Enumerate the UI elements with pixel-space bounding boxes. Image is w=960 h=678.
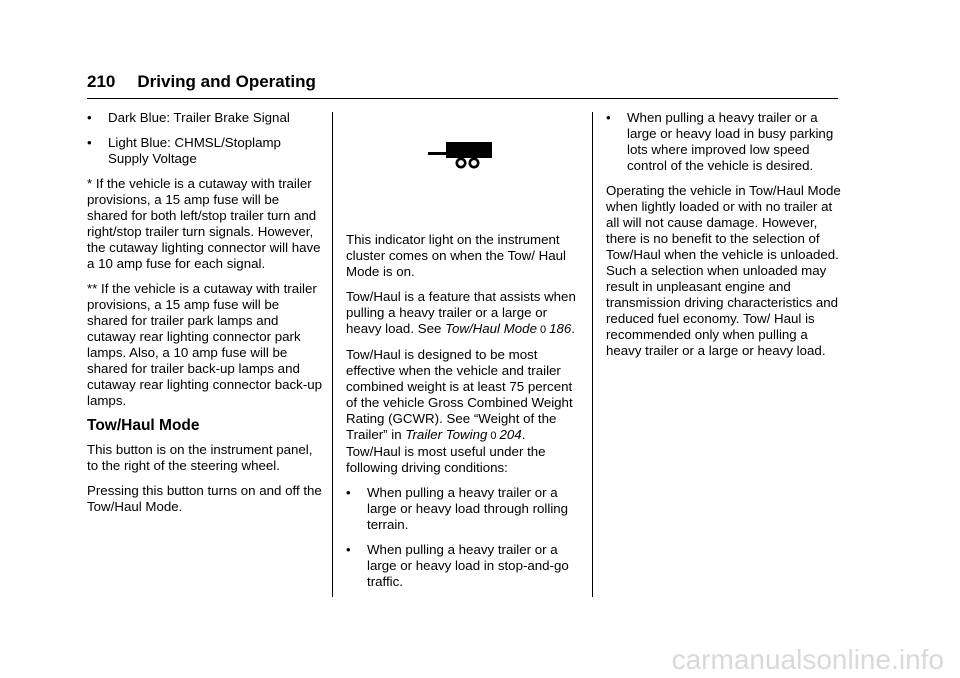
bullet-marker: • xyxy=(87,110,92,125)
paragraph xyxy=(346,347,582,476)
list-item xyxy=(87,135,323,167)
page-number: 210 xyxy=(87,72,116,91)
list-item-text: Dark Blue: Trailer Brake Signal xyxy=(108,110,290,125)
list-item-text: When pulling a heavy trailer or a large or heavy load in stop-and-go traffic. xyxy=(367,542,569,589)
paragraph: This button is on the instrument panel, to the right of the steering wheel. xyxy=(87,442,313,473)
page-ref-arrow-icon: 0 xyxy=(539,324,547,336)
page-ref-arrow-icon: 0 xyxy=(490,430,497,442)
column-divider-right xyxy=(592,112,593,597)
paragraph: This indicator light on the instrument cluster comes on when the Tow/ Haul Mode is on. xyxy=(346,232,567,279)
cross-reference-link[interactable]: Trailer Towing xyxy=(405,427,488,442)
paragraph-text: Tow/Haul is a feature that assists when pulling a heavy trailer or a large or heavy load. See xyxy=(346,289,576,336)
paragraph: Pressing this button turns on and off the Tow/Haul Mode. xyxy=(87,483,322,514)
column-3 xyxy=(606,110,842,368)
footnote-double-asterisk: ** If the vehicle is a cutaway with trailer provisions, a 15 amp fuse will be shared for trailer park lamps and cutaway rear lighting connector park lamps. Also, a 10 amp fuse will be shared for trailer back-up lamps and cutaway rear lighting connector back-up lamps. xyxy=(87,281,323,408)
page-header xyxy=(87,72,316,92)
header-rule xyxy=(87,98,838,99)
section-heading: Tow/Haul Mode xyxy=(87,417,200,434)
list-item-text: When pulling a heavy trailer or a large or heavy load in busy parking lots where improved low speed control of the vehicle is desired. xyxy=(627,110,834,173)
paragraph-text: . xyxy=(571,321,575,336)
section-title: Driving and Operating xyxy=(137,72,316,91)
bullet-marker: • xyxy=(87,135,92,150)
tow-haul-trailer-icon xyxy=(426,138,496,174)
list-item xyxy=(346,542,582,590)
paragraph xyxy=(346,289,582,338)
list-item xyxy=(346,485,582,533)
bullet-marker: • xyxy=(346,485,351,500)
page-reference[interactable]: 204 xyxy=(499,427,522,442)
footnote-single-asterisk: * If the vehicle is a cutaway with trailer provisions, a 15 amp fuse will be shared for both left/stop trailer turn and right/stop trailer turn signals. However, the cutaway lighting connector will have a 10 amp fuse for each signal. xyxy=(87,176,321,271)
list-item-text: When pulling a heavy trailer or a large or heavy load through rolling terrain. xyxy=(367,485,569,532)
column-2 xyxy=(346,112,582,599)
bullet-marker: • xyxy=(346,542,351,557)
paragraph-text: Tow/Haul is designed to be most effective when the vehicle and trailer combined weight is at least 75 percent of the vehicle Gross Combined Weight Rating (GCWR). See “Weight of the Trailer” in xyxy=(346,347,573,442)
column-1 xyxy=(87,110,323,524)
cross-reference-link[interactable]: Tow/Haul Mode xyxy=(445,321,537,336)
watermark: carmanualsonline.info xyxy=(671,644,944,675)
paragraph: Operating the vehicle in Tow/Haul Mode when lightly loaded or with no trailer at all will not cause damage. However, there is no benefit to the selection of Tow/Haul when the vehicle is unloaded. Such a selection when unloaded may result in unpleasant engine and transmission driving characteristics and reduced fuel economy. Tow/ Haul is recommended only when pulling a heavy trailer or a large or heavy load. xyxy=(606,183,841,358)
page-reference[interactable]: 186 xyxy=(549,321,572,336)
list-item-text: Light Blue: CHMSL/Stoplamp Supply Voltage xyxy=(108,135,281,166)
column-divider-left xyxy=(332,112,333,597)
bullet-marker: • xyxy=(606,110,611,125)
list-item xyxy=(87,110,323,126)
list-item xyxy=(606,110,842,174)
paragraph-text: . Tow/Haul is most useful under the following driving conditions: xyxy=(346,427,546,475)
indicator-icon-area xyxy=(346,138,582,198)
